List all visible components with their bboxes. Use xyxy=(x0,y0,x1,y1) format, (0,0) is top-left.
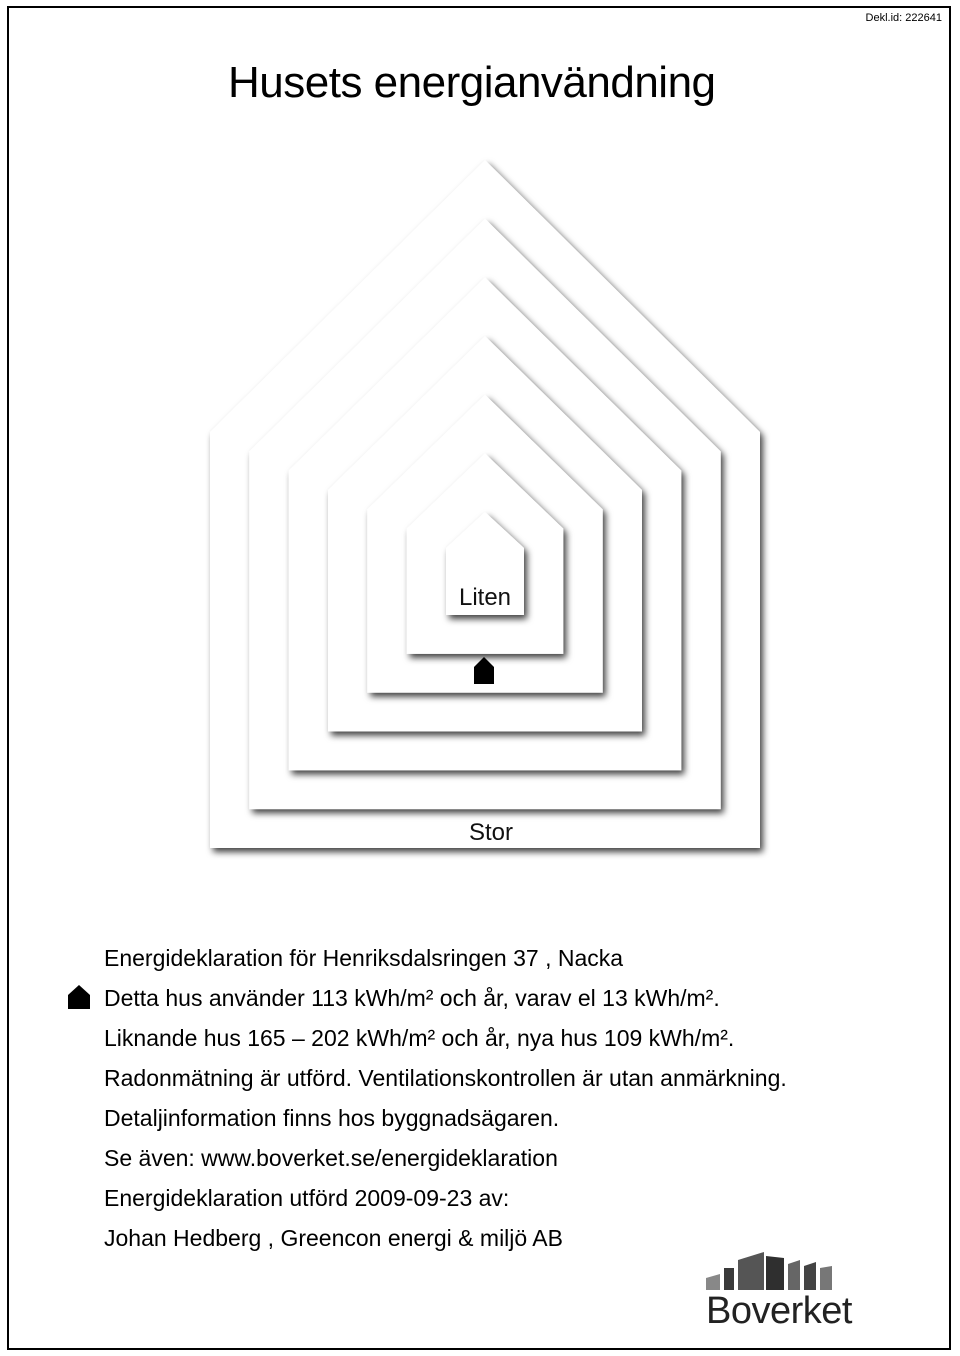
info-performer: Johan Hedberg , Greencon energi & miljö AB xyxy=(104,1225,563,1251)
declaration-info xyxy=(104,938,787,1258)
info-see-also: Se även: www.boverket.se/energideklaration xyxy=(104,1145,558,1171)
info-similar-houses: Liknande hus 165 – 202 kWh/m² och år, nya hus 109 kWh/m². xyxy=(104,1025,735,1051)
boverket-logo-text: Boverket xyxy=(706,1290,852,1332)
info-usage: Detta hus använder 113 kWh/m² och år, varav el 13 kWh/m². xyxy=(104,985,720,1011)
declaration-id: Dekl.id: 222641 xyxy=(865,12,942,24)
scale-label-large: Stor xyxy=(468,819,514,846)
boverket-buildings-icon xyxy=(702,1248,852,1292)
scale-label-small: Liten xyxy=(458,584,512,611)
info-performed: Energideklaration utförd 2009-09-23 av: xyxy=(104,1185,510,1211)
info-detail: Detaljinformation finns hos byggnadsägaren. xyxy=(104,1105,560,1131)
house-marker-icon xyxy=(67,984,91,1010)
page-title: Husets energianvändning xyxy=(228,58,716,107)
info-heading: Energideklaration för Henriksdalsringen 37 , Nacka xyxy=(104,945,624,971)
info-radon: Radonmätning är utförd. Ventilationskontrollen är utan anmärkning. xyxy=(104,1065,787,1091)
